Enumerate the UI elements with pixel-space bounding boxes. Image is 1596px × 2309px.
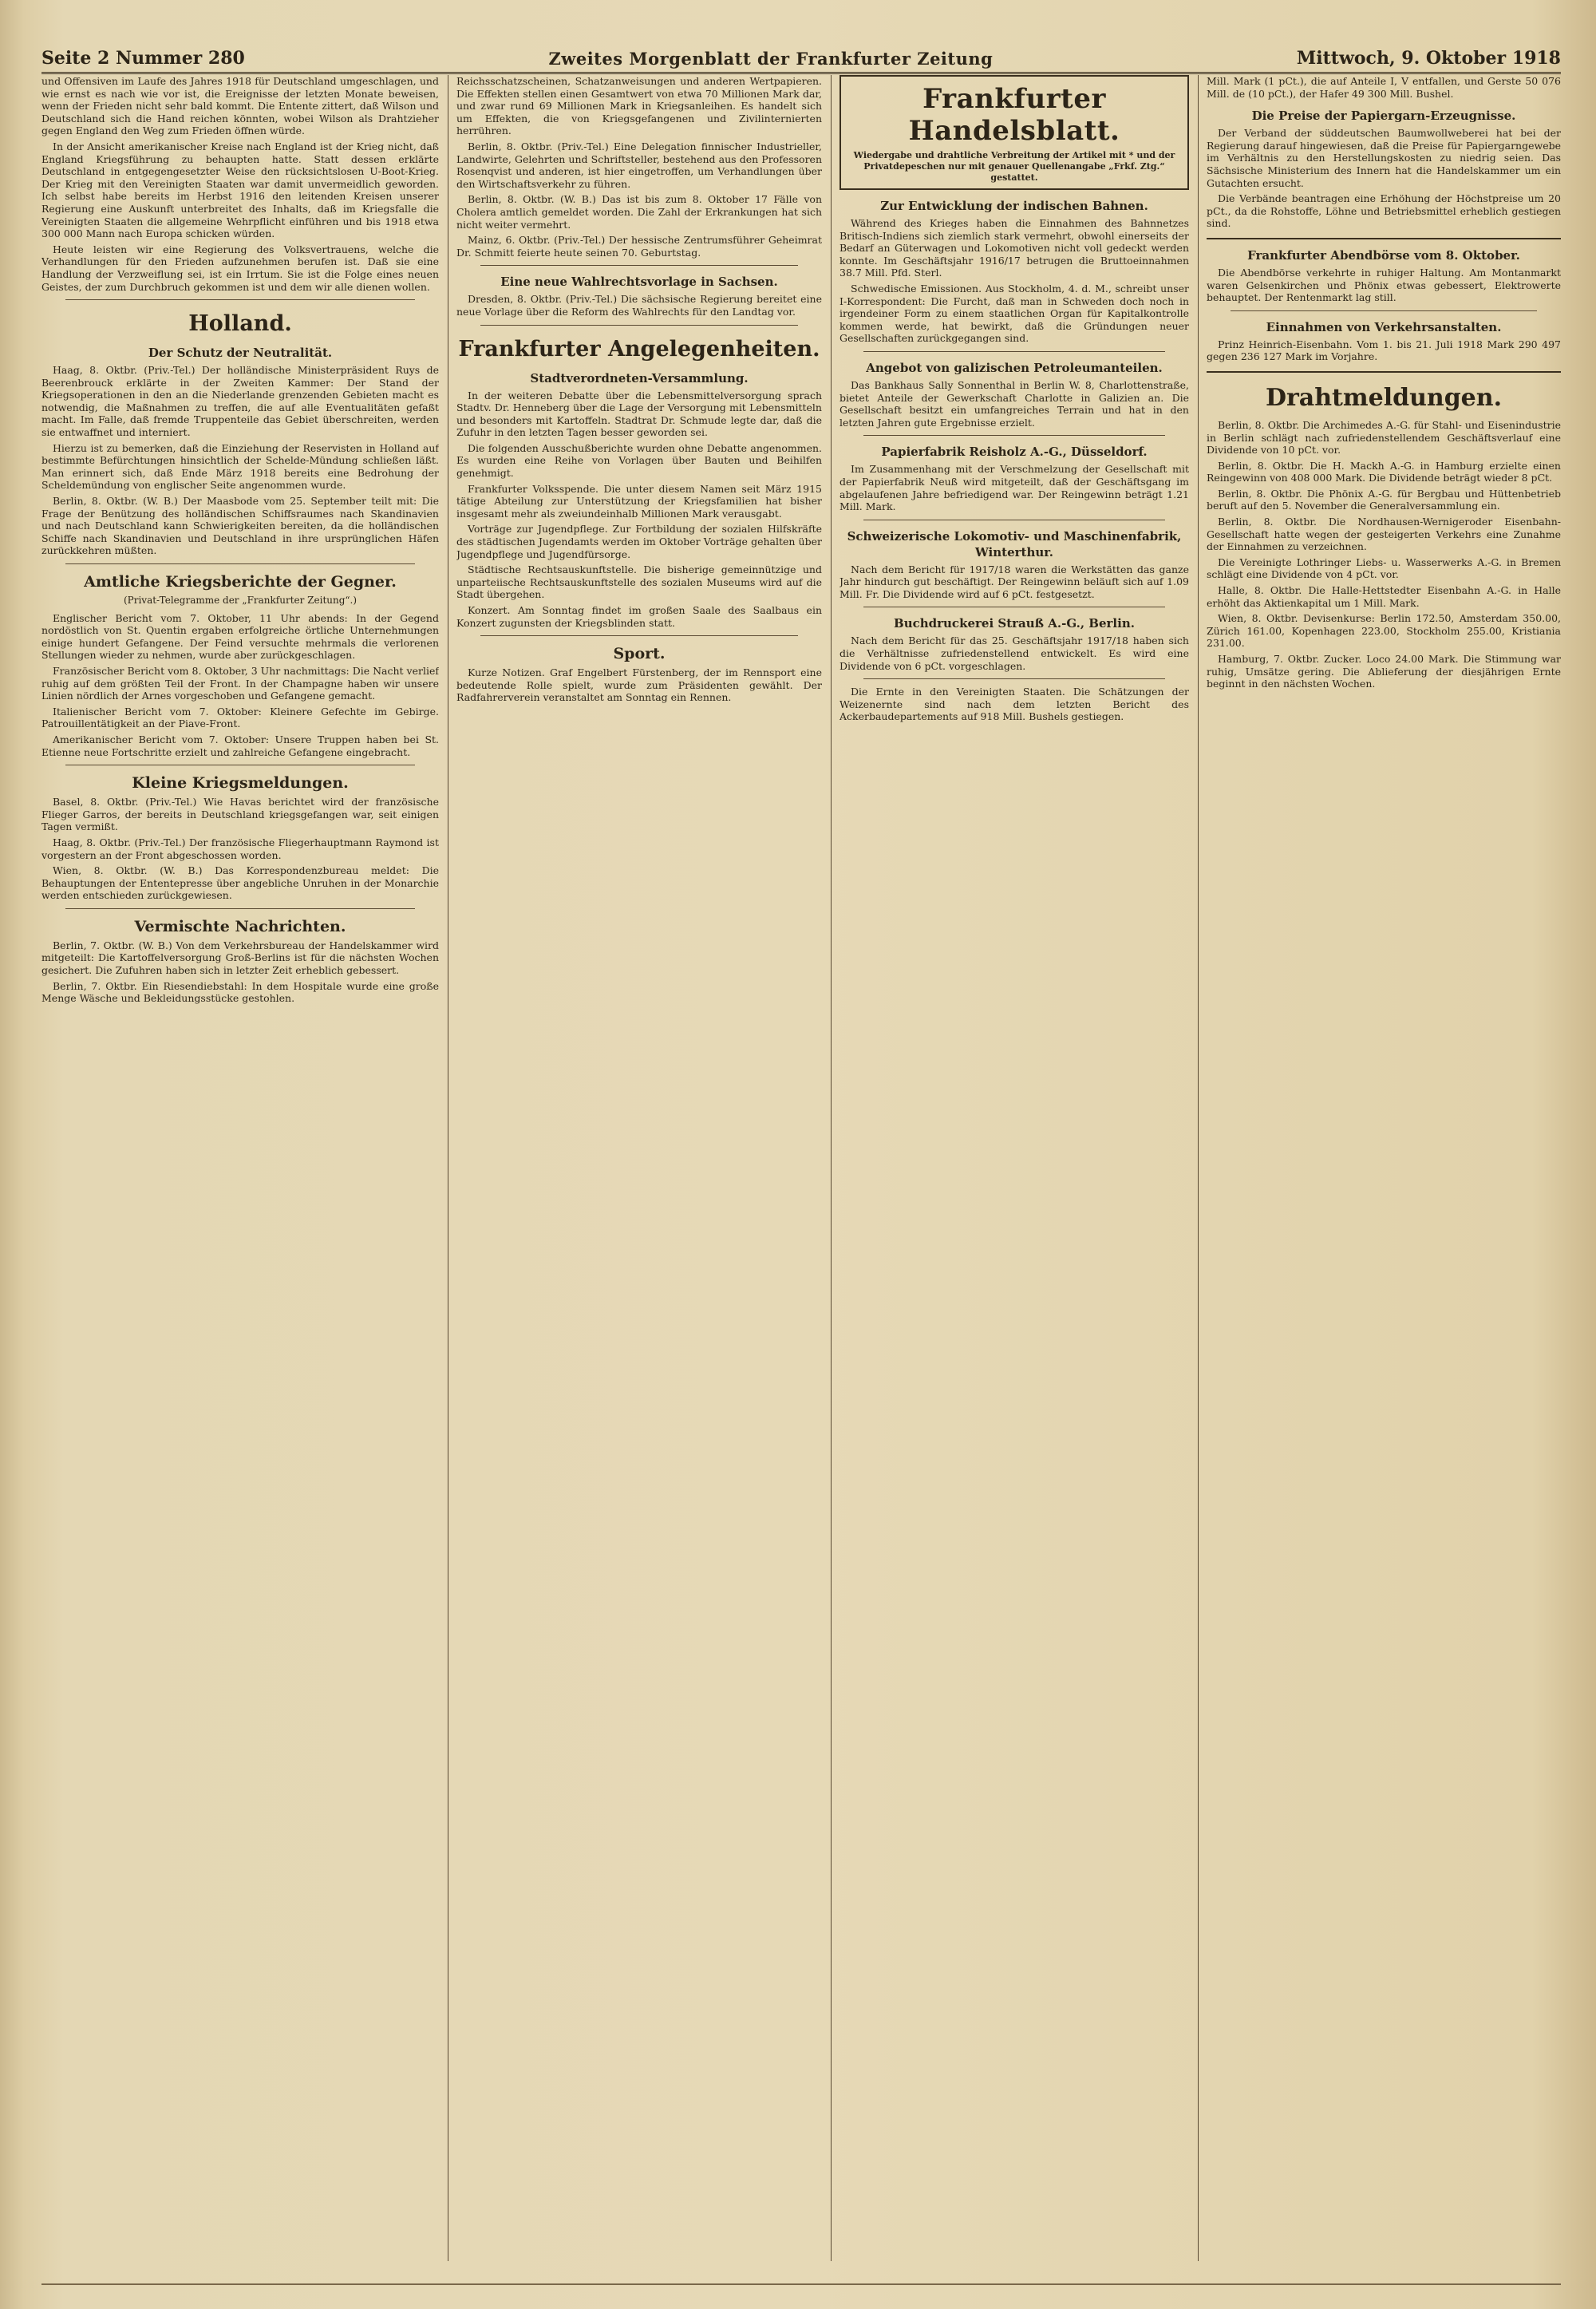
article-heading: Buchdruckerei Strauß A.-G., Berlin. [894,616,1135,631]
article-text: Kurze Notizen. Graf Engelbert Fürstenberg, der im Rennsport eine bedeutende Rolle spielt, wurde zum Präsidenten gewählt. Der Radfahrerverein veranstaltet am Sonntag ein Rennen. [456,666,822,704]
banner-note: Wiedergabe und drahtliche Verbreitung der Artikel mit * und der Privatdepeschen nur mit genauer Quellenangabe „Frkf. Ztg.“ gestattet. [853,150,1175,183]
divider [480,325,798,326]
page-number: Seite 2 Nummer 280 [41,48,245,69]
section-heading-misc: Vermischte Nachrichten. [134,917,346,935]
article-text: Halle, 8. Oktbr. Die Halle-Hettstedter Eisenbahn A.-G. in Halle erhöht das Aktienkapital um 1 Mill. Mark. [1207,584,1561,609]
article-text: Mill. Mark (1 pCt.), die auf Anteile I, V entfallen, und Gerste 50 076 Mill. de (10 pCt.), der Hafer 49 300 Mill. Bushel. [1207,75,1561,100]
section-heading-sport: Sport. [613,645,666,663]
section-heading-wire-reports: Drahtmeldungen. [1265,383,1503,412]
article-text: Die Verbände beantragen eine Erhöhung der Höchstpreise um 20 pCt., da die Rohstoffe, Löhne und Betriebsmittel erheblich gestiegen sind. [1207,192,1561,230]
newspaper-title: Zweites Morgenblatt der Frankfurter Zeitung [548,49,994,69]
article-text: Mainz, 6. Oktbr. (Priv.-Tel.) Der hessische Zentrumsführer Geheimrat Dr. Schmitt feierte heute seinen 70. Geburtstag. [456,234,822,259]
column-1 [41,75,439,2261]
article-heading: Der Schutz der Neutralität. [148,346,333,361]
article-heading: Stadtverordneten-Versammlung. [530,370,749,385]
article-text: Berlin, 8. Oktbr. (Priv.-Tel.) Eine Delegation finnischer Industrieller, Landwirte, Gelehrten und Schriftsteller, bestehend aus den Professoren Rosenqvist und anderen, ist hier eingetroffen, um Verhandlungen über den Wirtschaftsverkehr zu führen. [456,140,822,190]
article-text: Heute leisten wir eine Regierung des Volksvertrauens, welche die Verhandlungen für den Frieden aufzunehmen berufen ist. Daß sie eine Handlung der Verzweiflung sei, ist ein Irrtum. Sie ist die Folge eines neuen Geistes, der zum Durchbruch gekommen ist und dem wir alle dienen wollen. [41,243,439,293]
article-text: Berlin, 8. Oktbr. Die Phönix A.-G. für Bergbau und Hüttenbetrieb beruft auf den 5. November die Generalversammlung ein. [1207,487,1561,512]
article-text: Französischer Bericht vom 8. Oktober, 3 Uhr nachmittags: Die Nacht verlief ruhig auf dem größten Teil der Front. In der Champagne haben wir unsere Linien nördlich der Arnes vorgeschoben und Gefangene gemacht. [41,664,439,702]
article-text: In der Ansicht amerikanischer Kreise nach England ist der Krieg nicht, daß England Kriegsführung zu behaupten hatte. Statt dessen erklärte Deutschland in entgegengesetzter Weise den rücksichtslosen U-Boot-Krieg. Der Krieg mit den Vereinigten Staaten war damit unvermeidlich geworden. Ich selbst habe bereits im Herbst 1916 den leitenden Kreisen unserer Regierung eine Auskunft unterbreitet des Inhalts, daß im Kriegsfalle die Vereinigten Staaten die allgemeine Wehrpflicht einführen und bis 1918 etwa 300 000 Mann nach Europa schicken würden. [41,140,439,240]
article-text: Die Abendbörse verkehrte in ruhiger Haltung. Am Montanmarkt waren Gelsenkirchen und Phönix etwas gebessert, Elektrowerte behauptet. Der Rentenmarkt lag still. [1207,266,1561,304]
section-heading-small-war-news: Kleine Kriegsmeldungen. [132,774,349,793]
article-heading: Schweizerische Lokomotiv- und Maschinenfabrik, Winterthur. [847,528,1182,559]
article-text: Berlin, 8. Oktbr. Die H. Mackh A.-G. in Hamburg erzielte einen Reingewinn von 408 000 Mark. Die Dividende beträgt wieder 8 pCt. [1207,459,1561,484]
column-3 [839,75,1189,2261]
divider [65,299,415,300]
article-text: Berlin, 8. Oktbr. Die Nordhausen-Wernigeroder Eisenbahn-Gesellschaft hatte wegen der gesteigerten Verkehrs eine Zunahme der Einnahmen zu verzeichnen. [1207,516,1561,553]
column-2 [456,75,822,2261]
divider [480,635,798,636]
article-text: In der weiteren Debatte über die Lebensmittelversorgung sprach Stadtv. Dr. Henneberg über die Lage der Versorgung mit Lebensmitteln und besonders mit Kartoffeln. Stadtrat Dr. Schmude legte dar, daß die Zufuhr in den letzten Tagen besser geworden sei. [456,389,822,439]
article-text: Berlin, 7. Oktbr. (W. B.) Von dem Verkehrsbureau der Handelskammer wird mitgeteilt: Die Kartoffelversorgung Groß-Berlins ist für die nächsten Wochen gesichert. Die Zufuhren haben sich in letzter Zeit erheblich gebessert. [41,939,439,977]
divider [65,563,415,564]
article-text: Dresden, 8. Oktbr. (Priv.-Tel.) Die sächsische Regierung bereitet eine neue Vorlage über die Reform des Wahlrechts für den Landtag vor. [456,293,822,318]
article-text: Der Verband der süddeutschen Baumwollweberei hat bei der Regierung darauf hingewiesen, daß die Preise für Papiergarngewebe im Verhältnis zu den Herstellungskosten zu niedrig seien. Das Sächsische Ministerium des Innern hat die Handelskammer um ein Gutachten ersucht. [1207,127,1561,189]
article-text: Die Ernte in den Vereinigten Staaten. Die Schätzungen der Weizenernte sind nach dem letzten Bericht des Ackerbaudepartements auf 918 Mill. Bushels gestiegen. [839,686,1189,723]
page-header [41,42,1561,74]
column-4 [1207,75,1561,2261]
article-text: Während des Krieges haben die Einnahmen des Bahnnetzes Britisch-Indiens sich ziemlich stark vermehrt, obwohl einerseits der Bedarf an Güterwagen und Lokomotiven nicht voll gedeckt werden konnte. Im Geschäftsjahr 1916/17 betrugen die Bruttoeinnahmen 38.7 Mill. Pfd. Sterl. [839,217,1189,279]
section-heading-holland: Holland. [188,311,292,337]
article-text: Vorträge zur Jugendpflege. Zur Fortbildung der sozialen Hilfskräfte des städtischen Jugendamts werden im Oktober Vorträge gehalten über Jugendpflege und Jugendfürsorge. [456,523,822,560]
issue-date: Mittwoch, 9. Oktober 1918 [1296,48,1561,69]
article-text: Im Zusammenhang mit der Verschmelzung der Gesellschaft mit der Papierfabrik Neuß wird mitgeteilt, daß der Geschäftsgang im abgelaufenen Jahre befriedigend war. Der Reingewinn beträgt 1.21 Mill. Mark. [839,463,1189,513]
divider [1207,238,1561,239]
article-text: Hamburg, 7. Oktbr. Zucker. Loco 24.00 Mark. Die Stimmung war ruhig, Umsätze gering. Die Ablieferung der diesjährigen Ernte beginnt in den nächsten Wochen. [1207,653,1561,690]
article-text: Reichsschatzscheinen, Schatzanweisungen und anderen Wertpapieren. Die Effekten stellen einen Gesamtwert von etwa 70 Millionen Mark dar, und zwar rund 69 Millionen Mark in Kriegsanleihen. Es handelt sich um Effekten, die von Kriegsgefangenen und Zivilinternierten herrühren. [456,75,822,137]
section-heading-war-reports: Amtliche Kriegsberichte der Gegner. [84,573,397,591]
divider [863,351,1165,352]
article-text: Schwedische Emissionen. Aus Stockholm, 4. d. M., schreibt unser I-Korrespondent: Die Furcht, daß man in Schweden doch noch in irgendeiner Form zu einem staatlichen Organ für Kapitalkontrolle kommen werde, hat bewirkt, daß die Gründungen neuer Gesellschaften zurückgegangen sind. [839,282,1189,345]
article-heading: Papierfabrik Reisholz A.-G., Düsseldorf. [881,445,1148,460]
article-text: Basel, 8. Oktbr. (Priv.-Tel.) Wie Havas berichtet wird der französische Flieger Garros, der bereits in Deutschland kriegsgefangen war, seit einigen Tagen vermißt. [41,796,439,833]
article-text: Nach dem Bericht für 1917/18 waren die Werkstätten das ganze Jahr hindurch gut beschäftigt. Der Reingewinn beläuft sich auf 1.09 Mill. Fr. Die Dividende wird auf 6 pCt. festgesetzt. [839,563,1189,600]
page-bottom-rule [41,2283,1561,2285]
divider [1207,371,1561,373]
article-text: Berlin, 8. Oktbr. (W. B.) Das ist bis zum 8. Oktober 17 Fälle von Cholera amtlich gemeldet worden. Die Zahl der Erkrankungen hat sich nicht weiter vermehrt. [456,193,822,231]
article-heading: Die Preise der Papiergarn-Erzeugnisse. [1251,109,1516,124]
article-text: Die Vereinigte Lothringer Liebs- u. Wasserwerks A.-G. in Bremen schlägt eine Dividende von 4 pCt. vor. [1207,556,1561,581]
article-text: Englischer Bericht vom 7. Oktober, 11 Uhr abends: In der Gegend nordöstlich von St. Quentin ergaben erfolgreiche örtliche Unternehmungen einige hundert Gefangene. Der Feind versuchte mehrmals die verlorenen Stellungen wieder zu nehmen, wurde aber zurückgeschlagen. [41,611,439,662]
article-text: Italienischer Bericht vom 7. Oktober: Kleinere Gefechte im Gebirge. Patrouillentätigkeit an der Piave-Front. [41,705,439,730]
article-heading: Einnahmen von Verkehrsanstalten. [1266,319,1502,334]
divider [65,908,415,909]
article-text: Konzert. Am Sonntag findet im großen Saale des Saalbaus ein Konzert zugunsten der Kriegsblinden statt. [456,604,822,629]
article-heading: Eine neue Wahlrechtsvorlage in Sachsen. [500,275,778,290]
article-text: Prinz Heinrich-Eisenbahn. Vom 1. bis 21. Juli 1918 Mark 290 497 gegen 236 127 Mark im Vorjahre. [1207,338,1561,363]
article-text: Städtische Rechtsauskunftstelle. Die bisherige gemeinnützige und unparteiische Rechtsauskunftstelle des sozialen Museums wird auf die Stadt übergehen. [456,563,822,601]
article-text: Berlin, 7. Oktbr. Ein Riesendiebstahl: In dem Hospitale wurde eine große Menge Wäsche und Bekleidungsstücke gestohlen. [41,979,439,1005]
article-text: Berlin, 8. Oktbr. Die Archimedes A.-G. für Stahl- und Eisenindustrie in Berlin schlägt nach zufriedenstellendem Geschäftsverlauf eine Dividende von 10 pCt. vor. [1207,418,1561,457]
divider [480,265,798,266]
article-text: Amerikanischer Bericht vom 7. Oktober: Unsere Truppen haben bei St. Etienne neue Fortschritte erzielt und zahlreiche Gefangene eingebracht. [41,733,439,758]
article-text: Die folgenden Ausschußberichte wurden ohne Debatte angenommen. Es wurden eine Reihe von Vorlagen über Bauten und Beihilfen genehmigt. [456,441,822,480]
article-text: Wien, 8. Oktbr. Devisenkurse: Berlin 172.50, Amsterdam 350.00, Zürich 161.00, Kopenhagen 223.00, Stockholm 255.00, Kristiania 231.00. [1207,612,1561,650]
article-heading: Angebot von galizischen Petroleumanteilen. [866,360,1163,375]
article-text: Frankfurter Volksspende. Die unter diesem Namen seit März 1915 tätige Abteilung zur Unterstützung der Kriegsfamilien hat bisher insgesamt mehr als zweiundeinhalb Millionen Mark verausgabt. [456,482,822,520]
article-text: Berlin, 8. Oktbr. (W. B.) Der Maasbode vom 25. September teilt mit: Die Frage der Benützung des holländischen Schiffsraumes nach Skandinavien und nach Deutschland kann Schwierigkeiten bereiten, da die holländischen Schiffe nach Skandinavien und Deutschland in ihre ursprünglichen Häfen zurückkehren müßten. [41,495,439,557]
article-text: Nach dem Bericht für das 25. Geschäftsjahr 1917/18 haben sich die Verhältnisse zufriedenstellend entwickelt. Es wird eine Dividende von 6 pCt. vorgeschlagen. [839,635,1189,672]
section-heading-frankfurt: Frankfurter Angelegenheiten. [458,336,820,362]
banner-title: Frankfurter Handelsblatt. [908,83,1120,147]
article-text: Hierzu ist zu bemerken, daß die Einziehung der Reservisten in Holland auf bestimmte Befürchtungen hinsichtlich der Schelde-Mündung schließen läßt. Man erinnert sich, daß Ende März 1918 bereits eine Bedrohung der Scheldemündung von englischer Seite angenommen wurde. [41,441,439,492]
article-heading: Zur Entwicklung der indischen Bahnen. [880,199,1148,213]
divider [863,678,1165,679]
section-subheading: (Privat-Telegramme der „Frankfurter Zeitung“.) [123,595,358,606]
article-text: Haag, 8. Oktbr. (Priv.-Tel.) Der holländische Ministerpräsident Ruys de Beerenbrouck erklärte in der Zweiten Kammer: Der Stand der Kriegsoperationen in den an die Niederlande grenzenden Gebieten macht es notwendig, die Maßnahmen zu treffen, die auf alle Eventualitäten gefaßt macht. Im Falle, daß fremde Truppenteile das Gebiet überschreiten, werden sie entwaffnet und interniert. [41,364,439,439]
business-section-banner [839,75,1189,190]
article-text: Wien, 8. Oktbr. (W. B.) Das Korrespondenzbureau meldet: Die Behauptungen der Ententepresse über angebliche Unruhen in der Monarchie werden entschieden zurückgewiesen. [41,864,439,902]
article-heading: Frankfurter Abendbörse vom 8. Oktober. [1247,247,1520,263]
divider [863,435,1165,436]
article-text: Haag, 8. Oktbr. (Priv.-Tel.) Der französische Fliegerhauptmann Raymond ist vorgestern an der Front abgeschossen worden. [41,836,439,861]
article-text: und Offensiven im Laufe des Jahres 1918 für Deutschland umgeschlagen, und wie ernst es nach wie vor ist, die Ereignisse der letzten Monate beweisen, wenn der Frieden nicht sehr bald kommt. Die Entente zittert, daß Wilson und Deutschland sich die Hand reichen könnten, wobei Wilson als Drahtzieher gegen England den Weg zum Frieden öffnen würde. [41,75,439,137]
column-divider [1198,75,1199,2261]
column-divider [831,75,832,2261]
article-text: Das Bankhaus Sally Sonnenthal in Berlin W. 8, Charlottenstraße, bietet Anteile der Gewerkschaft Charlotte in Galizien an. Die Gesellschaft besitzt ein umfangreiches Terrain und hat in den letzten Jahren gute Ergebnisse erzielt. [839,378,1189,429]
divider [1231,310,1537,311]
